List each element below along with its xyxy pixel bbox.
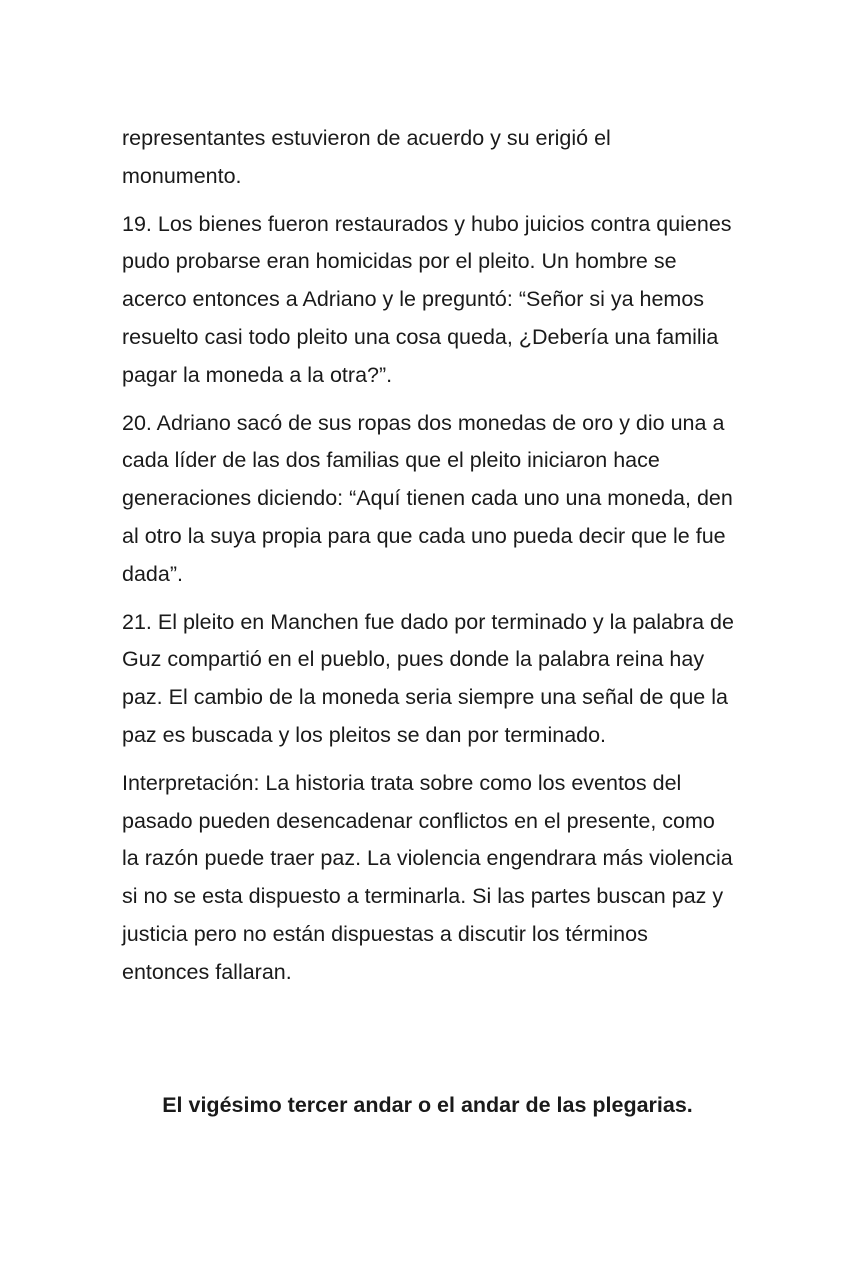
section-heading: El vigésimo tercer andar o el andar de las plegarias.	[162, 1093, 693, 1117]
paragraph-20: 20. Adriano sacó de sus ropas dos monedas de oro y dio una a cada líder de las dos familias que el pleito iniciaron hace generaciones diciendo: “Aquí tienen cada uno una moneda, den al otro la suya propia para que cada uno pueda decir que le fue dada”.	[122, 410, 733, 586]
paragraph-19: 19. Los bienes fueron restaurados y hubo juicios contra quienes pudo probarse eran homicidas por el pleito. Un hombre se acerco entonces a Adriano y le preguntó: “Señor si ya hemos resuelto casi todo pleito una cosa queda, ¿Debería una familia pagar la moneda a la otra?”.	[122, 211, 732, 387]
paragraph-continuation: representantes estuvieron de acuerdo y su erigió el monumento.	[122, 126, 611, 188]
body-text	[122, 120, 734, 1002]
paragraph-interpretation: Interpretación: La historia trata sobre como los eventos del pasado pueden desencadenar conflictos en el presente, como la razón puede traer paz. La violencia engendrara más violencia si no se esta dispuesto a terminarla. Si las partes buscan paz y justicia pero no están dispuestas a discutir los términos entonces fallaran.	[122, 770, 733, 984]
paragraph-21: 21. El pleito en Manchen fue dado por terminado y la palabra de Guz compartió en el pueblo, pues donde la palabra reina hay paz. El cambio de la moneda seria siempre una señal de que la paz es buscada y los pleitos se dan por terminado.	[122, 609, 734, 747]
